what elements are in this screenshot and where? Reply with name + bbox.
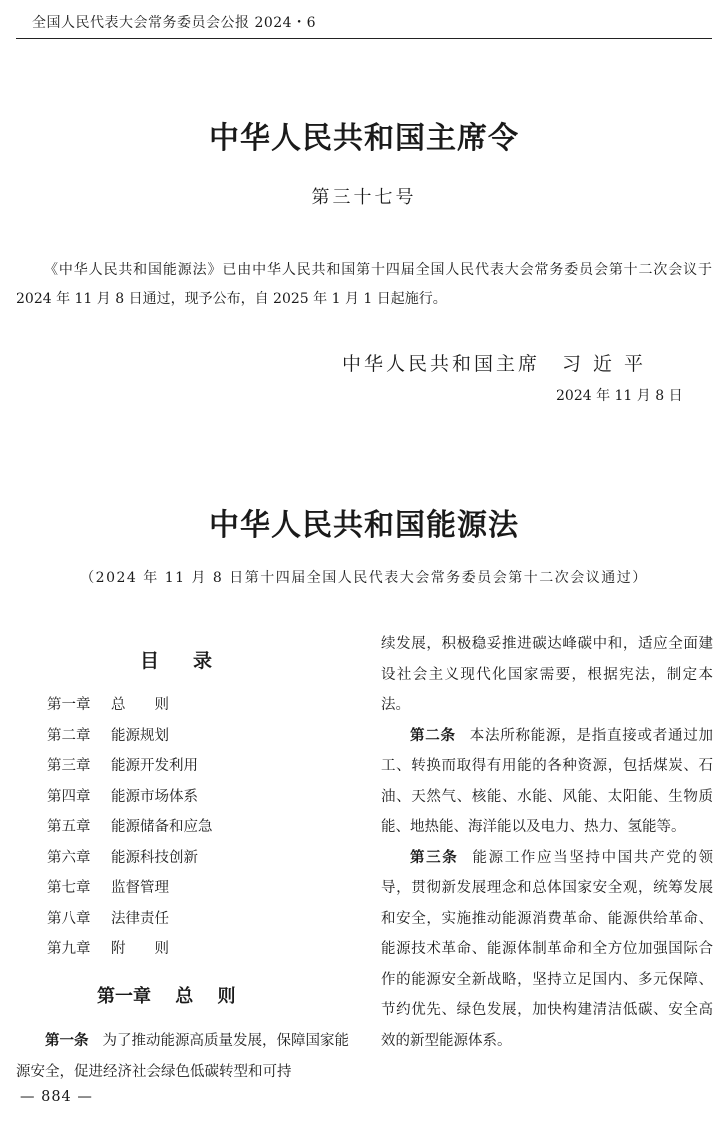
toc-item	[47, 751, 213, 782]
toc-item	[47, 873, 213, 904]
article-text: 能源工作应当坚持中国共产党的领导，贯彻新发展理念和总体国家安全观，统筹发展和安全，实施推动能源消费革命、能源供给革命、能源技术革命、能源体制革命和全方位加强国际合作的能源安全新战略，坚持立足国内、多元保障、节约优先、绿色发展，加快构建清洁低碳、安全高效的新型能源体系。	[381, 849, 714, 1049]
article-label: 第三条	[410, 849, 459, 866]
toc-name: 附 则	[111, 941, 169, 957]
decree-text: 《中华人民共和国能源法》已由中华人民共和国第十四届全国人民代表大会常务委员会第十二次会议于 2024 年 11 月 8 日通过，现予公布，自 2025 年 1 月 1 日起施行。	[16, 262, 712, 307]
toc-name: 能源市场体系	[111, 788, 198, 805]
toc-name: 能源规划	[111, 727, 169, 744]
toc-name: 法律责任	[111, 910, 169, 927]
toc-chapter: 第六章	[47, 849, 91, 866]
toc-chapter: 第三章	[47, 758, 91, 774]
decree-title: 中华人民共和国主席令	[209, 121, 519, 156]
right-column	[381, 629, 713, 1056]
running-head: 全国人民代表大会常务委员会公报 2024・6	[32, 15, 316, 31]
article-1	[16, 1026, 349, 1087]
article-3	[381, 843, 713, 1057]
article-text: 为了推动能源高质量发展，保障国家能源安全，促进经济社会绿色低碳转型和可持	[16, 1033, 349, 1080]
article-label: 第二条	[410, 727, 456, 744]
header-rule	[16, 38, 712, 39]
toc-chapter: 第一章	[47, 697, 91, 713]
toc-name: 能源储备和应急	[111, 819, 213, 835]
toc-item	[47, 690, 213, 721]
toc-name: 能源科技创新	[111, 849, 198, 866]
toc-chapter: 第七章	[47, 880, 91, 896]
toc-chapter: 第四章	[47, 788, 91, 805]
page-number: — 884 —	[20, 1089, 93, 1105]
toc-item	[47, 782, 213, 813]
toc-chapter: 第八章	[47, 910, 91, 927]
decree-signer	[342, 349, 655, 376]
table-of-contents	[47, 690, 213, 965]
toc-item	[47, 904, 213, 935]
article-label: 第一条	[45, 1033, 89, 1049]
article-text: 本法所称能源，是指直接或者通过加工、转换而取得有用能的各种资源，包括煤炭、石油、天然气、核能、水能、风能、太阳能、生物质能、地热能、海洋能以及电力、热力、氢能等。	[381, 727, 713, 835]
toc-item	[47, 721, 213, 752]
toc-chapter: 第九章	[47, 941, 91, 957]
toc-name: 监督管理	[111, 880, 169, 896]
toc-chapter: 第五章	[47, 819, 91, 835]
toc-item	[47, 843, 213, 874]
toc-title: 目录	[140, 650, 247, 672]
article-2	[381, 721, 713, 843]
left-column	[16, 1026, 349, 1087]
toc-name: 总 则	[111, 697, 169, 713]
signer-name: 习近平	[562, 353, 656, 375]
chapter-heading: 第一章 总 则	[97, 986, 236, 1007]
adoption-note: （2024 年 11 月 8 日第十四届全国人民代表大会常务委员会第十二次会议通过）	[80, 570, 648, 586]
article-1-continued: 续发展，积极稳妥推进碳达峰碳中和，适应全面建设社会主义现代化国家需要，根据宪法，制定本法。	[381, 636, 713, 713]
decree-number: 第三十七号	[311, 187, 417, 208]
signer-title: 中华人民共和国主席	[342, 353, 541, 375]
toc-name: 能源开发利用	[111, 758, 198, 774]
toc-item	[47, 934, 213, 965]
law-title: 中华人民共和国能源法	[209, 508, 519, 543]
toc-item	[47, 812, 213, 843]
decree-date: 2024 年 11 月 8 日	[556, 388, 683, 404]
toc-chapter: 第二章	[47, 727, 91, 744]
